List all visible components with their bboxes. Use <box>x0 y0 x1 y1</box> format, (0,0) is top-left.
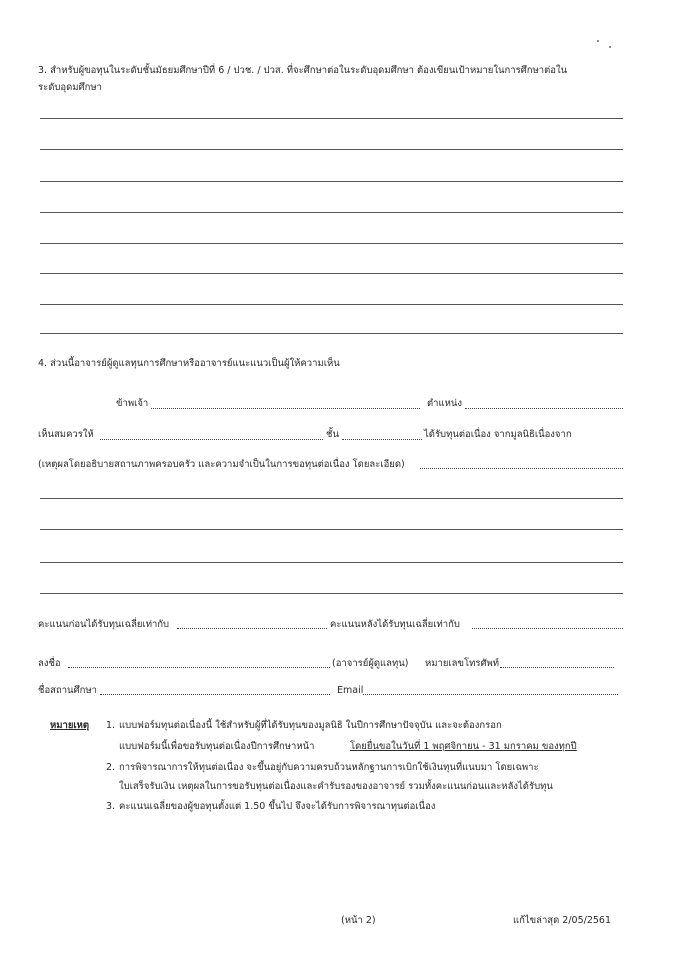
section3-line2: ระดับอุดมศึกษา <box>38 82 102 93</box>
advisor-label: (อาจารย์ผู้ดูแลทุน) <box>332 658 409 669</box>
reason-label: (เหตุผลโดยอธิบายสถานภาพครอบครัว และความจำเป็นในการขอทุนต่อเนื่อง โดยละเอียด) <box>38 459 405 470</box>
gpa-before-label: คะแนนก่อนได้รับทุนเฉลี่ยเท่ากับ <box>38 619 170 630</box>
agree-label: เห็นสมควรให้ <box>38 429 94 440</box>
school-field[interactable] <box>100 694 330 695</box>
note-1-line2: แบบฟอร์มนี้เพื่อขอรับทุนต่อเนื่องปีการศึกษาหน้า <box>119 741 315 752</box>
answer-line[interactable] <box>40 212 623 213</box>
phone-label: หมายเลขโทรศัพท์ <box>425 658 500 669</box>
section3-line1: 3. สำหรับผู้ขอทุนในระดับชั้นมัธยมศึกษาปีที่ 6 / ปวช. / ปวส. ที่จะศึกษาต่อในระดับอุดมศึกษา ต้องเขียนเป้าหมายในการศึกษาต่อใน <box>38 65 568 76</box>
reason-line[interactable] <box>40 498 623 499</box>
email-field[interactable] <box>363 694 618 695</box>
answer-line[interactable] <box>40 273 623 274</box>
grade-field[interactable] <box>342 439 422 440</box>
gpa-after-field[interactable] <box>472 628 623 629</box>
notes-heading: หมายเหตุ <box>50 720 90 731</box>
reason-line[interactable] <box>40 529 623 530</box>
answer-line[interactable] <box>40 333 623 334</box>
note-2-line1: การพิจารณาการให้ทุนต่อเนื่อง จะขึ้นอยู่กับความครบถ้วนหลักฐานการเบิกใช้เงินทุนที่แนบมา โดยเฉพาะ <box>119 762 539 773</box>
gpa-after-label: คะแนนหลังได้รับทุนเฉลี่ยเท่ากับ <box>330 619 460 630</box>
note-1-line1: แบบฟอร์มทุนต่อเนื่องนี้ ใช้สำหรับผู้ที่ได้รับทุนของมูลนิธิ ในปีการศึกษาปัจจุบัน และจะต้องกรอก <box>119 720 502 731</box>
note-3-number: 3. <box>106 801 116 812</box>
name-field[interactable] <box>151 408 420 409</box>
signature-field[interactable] <box>68 667 330 668</box>
reason-line[interactable] <box>40 593 623 594</box>
reason-field[interactable] <box>420 468 623 469</box>
student-name-field[interactable] <box>100 439 323 440</box>
school-label: ชื่อสถานศึกษา <box>38 685 97 696</box>
position-label: ตำแหน่ง <box>427 398 463 409</box>
note-3-line1: คะแนนเฉลี่ยของผู้ขอทุนตั้งแต่ 1.50 ขึ้นไป จึงจะได้รับการพิจารณาทุนต่อเนื่อง <box>119 801 436 812</box>
section4-heading: 4. ส่วนนี้อาจารย์ผู้ดูแลทุนการศึกษาหรืออาจารย์แนะแนวเป็นผู้ให้ความเห็น <box>38 358 340 369</box>
reason-line[interactable] <box>40 562 623 563</box>
answer-line[interactable] <box>40 243 623 244</box>
answer-line[interactable] <box>40 149 623 150</box>
answer-line[interactable] <box>40 118 623 119</box>
i-label: ข้าพเจ้า <box>116 398 149 409</box>
page-number: (หน้า 2) <box>341 915 376 926</box>
grade-label: ชั้น <box>326 429 339 440</box>
answer-line[interactable] <box>40 304 623 305</box>
phone-field[interactable] <box>500 667 614 668</box>
note-2-line2: ใบเสร็จรับเงิน เหตุผลในการขอรับทุนต่อเนื่องและคำรับรองของอาจารย์ รวมทั้งคะแนนก่อนและหลังได้รับทุน <box>119 781 553 792</box>
answer-line[interactable] <box>40 181 623 182</box>
note-1-number: 1. <box>106 720 116 731</box>
scan-speck <box>597 40 599 42</box>
email-label: Email <box>337 685 364 696</box>
revision-date: แก้ไขล่าสุด 2/05/2561 <box>513 915 612 926</box>
note-1-deadline: โดยยื่นขอในวันที่ 1 พฤศจิกายน - 31 มกราคม ของทุกปี <box>350 741 577 752</box>
receive-label: ได้รับทุนต่อเนื่อง จากมูลนิธิเนื่องจาก <box>424 429 572 440</box>
scan-speck <box>609 46 611 48</box>
note-2-number: 2. <box>106 762 116 773</box>
signature-label: ลงชื่อ <box>38 658 61 669</box>
gpa-before-field[interactable] <box>177 628 327 629</box>
position-field[interactable] <box>465 408 623 409</box>
